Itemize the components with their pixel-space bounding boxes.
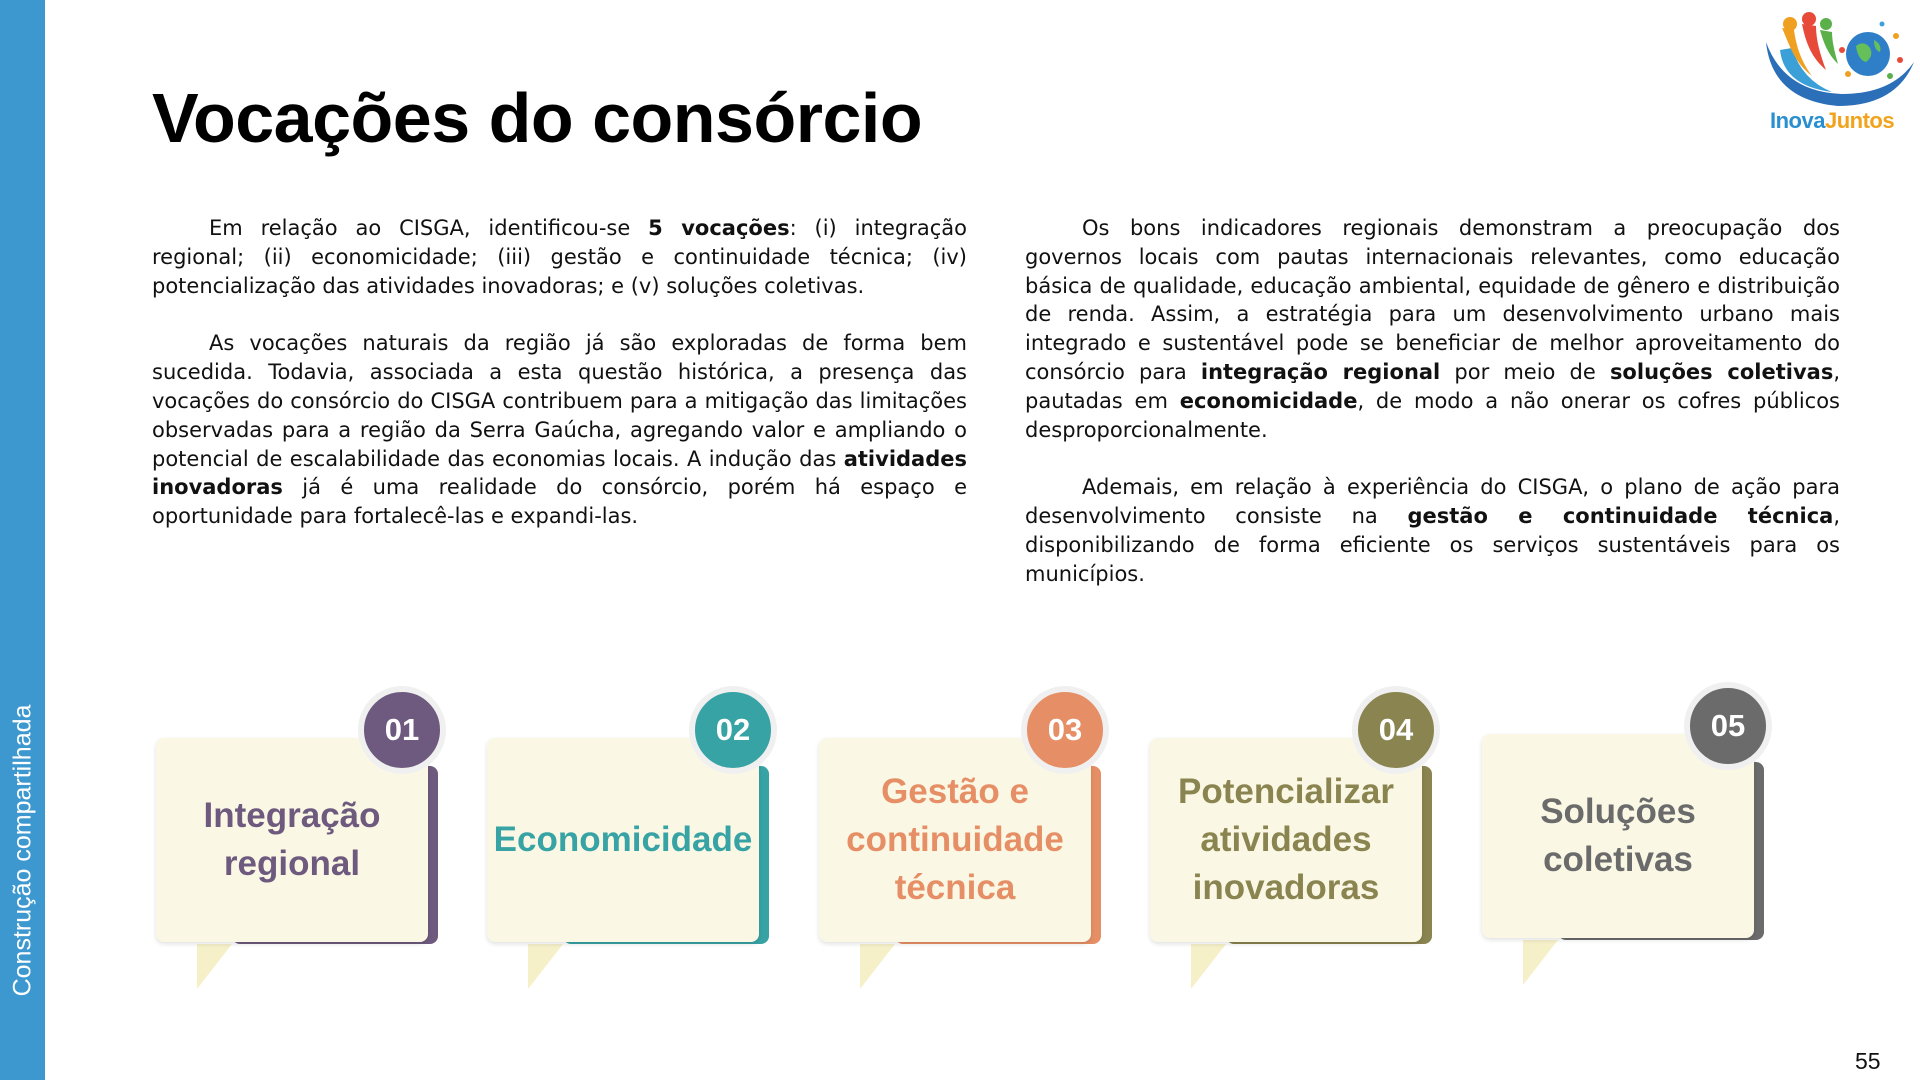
bold-text: gestão e continuidade técnica [1407,504,1834,529]
card-label: Integração regional [203,796,381,883]
logo-text-juntos: Juntos [1824,108,1895,133]
text-run: já é uma realidade do consórcio, porém há espaço e oportunidade para fortalecê-las e expandi-las. [152,475,967,529]
bold-text: atividades inovadoras [152,446,967,500]
page-title: Vocações do consórcio [152,79,923,157]
vocation-card-1 [152,680,452,1000]
text-run: , disponibilizando de forma eficiente os serviços sustentáveis para os municípios. [1025,504,1840,586]
card-label: Soluções coletivas [1540,792,1696,879]
card-number-badge: 05 [1684,682,1772,770]
text-run: Em relação ao CISGA, identificou-se [209,216,649,240]
text-run: Os bons indicadores regionais demonstram a preocupação dos governos locais com pautas internacionais relevantes, como educação básica de qualidade, educação ambiental, equidade de gênero e distribuição de renda. Assim, a estratégia para um desenvolvimento urbano mais integrado e sustentável pode se beneficiar de melhor aproveitamento do consórcio para [1025,216,1840,384]
sidebar-label: Construção compartilhada [8,704,37,996]
vocation-card-2 [483,680,783,1000]
vocation-card-5 [1478,676,1778,996]
text-run: As vocações naturais da região já são exploradas de forma bem sucedida. Todavia, associada a esta questão histórica, a presença das vocações do consórcio do CISGA contribuem para a mitigação das limitações observadas para a região da Serra Gaúcha, agregando valor e ampliando o potencial de escalabilidade das economias locais. A indução das [152,331,967,471]
text-run: : (i) integração regional; (ii) economicidade; (iii) gestão e continuidade técnica; (iv) potencialização das atividades inovadoras; e (v) soluções coletivas. [152,216,967,298]
card-label: Gestão e continuidade técnica [846,772,1064,907]
card-label: Economicidade [493,820,753,859]
left-text-column [152,214,967,560]
bold-text: 5 vocações [648,216,790,240]
left-paragraph-2 [152,329,967,531]
card-tail [197,944,242,989]
text-run: , de modo a não onerar os cofres públicos desproporcionalmente. [1025,388,1840,442]
text-run: por meio de [1440,359,1610,384]
text-run: , pautadas em [1025,359,1841,413]
card-tail [860,944,905,989]
left-paragraph-1 [152,214,967,300]
bold-text: integração regional [1200,359,1441,384]
page-number: 55 [1855,1048,1881,1074]
card-tail [1523,940,1568,985]
logo-text-inova: Inova [1770,108,1825,133]
vocation-card-4 [1146,680,1446,1000]
card-number-badge: 03 [1021,686,1109,774]
bold-text: economicidade [1179,388,1358,413]
vocation-card-3 [815,680,1115,1000]
bold-text: soluções coletivas [1609,359,1834,384]
card-number-badge: 04 [1352,686,1440,774]
right-paragraph-2 [1025,473,1840,588]
card-tail [528,944,573,989]
right-text-column [1025,214,1840,618]
logo-text [1770,108,1894,134]
card-number-badge: 02 [689,686,777,774]
card-label: Potencializar atividades inovadoras [1178,772,1394,907]
text-run: Ademais, em relação à experiência do CISGA, o plano de ação para desenvolvimento consiste na [1025,475,1840,529]
card-number-badge: 01 [358,686,446,774]
right-paragraph-1 [1025,214,1840,444]
sidebar-label-container [6,660,40,1040]
card-tail [1191,944,1236,989]
